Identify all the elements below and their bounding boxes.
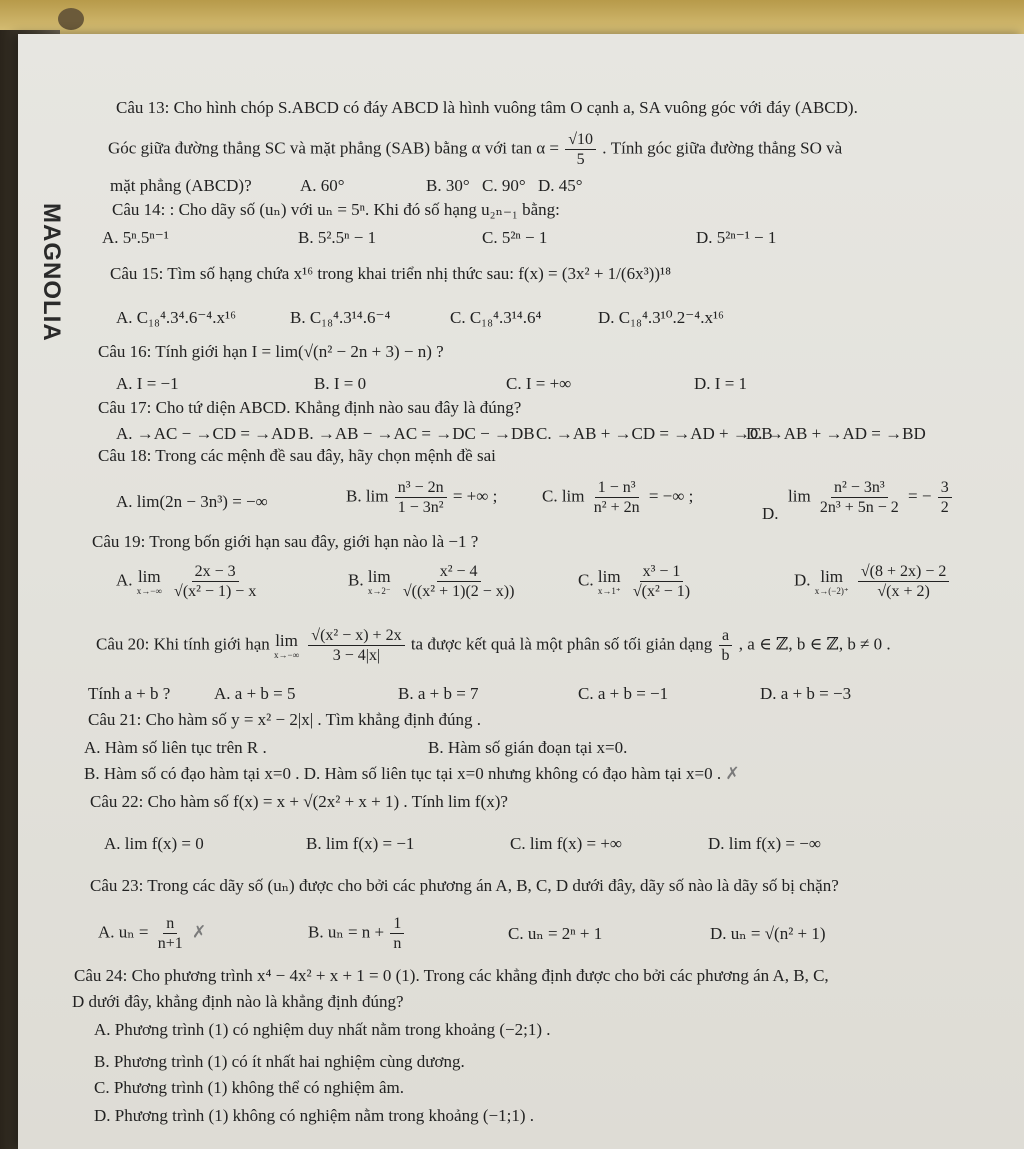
lim-notation: lim x→−∞ [274,630,300,661]
lim-sub: x→1⁺ [597,586,621,597]
q14-option-a: A. 5ⁿ.5ⁿ⁻¹ [102,228,169,247]
q18-d-result-fraction [938,478,952,517]
q13-option-c: C. 90° [482,176,526,195]
q20-text: Câu 20: Khi tính giới hạn [96,634,270,654]
q14-option-b: B. 5².5ⁿ − 1 [298,228,377,247]
q18-c-fraction [591,478,643,517]
frac-num: n [163,914,177,934]
q14-option-c: C. 5²ⁿ − 1 [482,228,548,247]
frac-den: 2 [940,499,949,517]
c-label: C. lim [542,486,585,506]
frac-den: n+1 [157,935,183,953]
frac-num: n³ − 2n [395,478,447,498]
frac-den: √(x² − 1) − x [174,583,257,601]
q15-option-a: A. C₁₈⁴.3⁴.6⁻⁴.x¹⁶ [116,308,236,327]
frac-num: √10 [565,130,596,150]
c-result: = −∞ ; [648,486,694,506]
q20-option-b: B. a + b = 7 [398,684,479,703]
q13-option-b: B. 30° [426,176,470,195]
q17-option-a: A. →AC − →CD = →AD [116,424,296,443]
q19-b-fraction [400,562,518,601]
frac-den: n² + 2n [593,499,640,517]
q23-option-b [308,914,406,953]
c-label: C. [578,570,594,590]
d-lim: lim [788,486,811,506]
q18-option-d-label: D. [762,504,779,523]
q23-b-fraction [390,914,404,953]
frac-den: 5 [576,151,585,169]
punch-hole [58,8,84,30]
cross-mark-icon: ✗ [725,764,740,784]
q17-option-d: D. →AB + →AD = →BD [746,424,926,443]
q20-option-d: D. a + b = −3 [760,684,852,703]
frac-num: x³ − 1 [640,562,684,582]
q13-line3: mặt phẳng (ABCD)? [110,176,252,195]
lim-sub: x→2⁻ [367,586,391,597]
frac-den: 2n³ + 5n − 2 [819,499,899,517]
q19-d-fraction [858,562,949,601]
q19-a-fraction [171,562,259,601]
lim-notation: lim x→(−2)⁺ [814,566,849,597]
frac-num: 3 [938,478,952,498]
q19-option-c [578,562,695,601]
q16-option-a: A. I = −1 [116,374,179,393]
q16-question: Câu 16: Tính giới hạn I = lim(√(n² − 2n + 3) − n) ? [98,342,444,361]
lim-sub: x→−∞ [274,650,300,661]
q20-option-a: A. a + b = 5 [214,684,296,703]
frac-num: 2x − 3 [192,562,239,582]
a-label: A. [116,570,133,590]
q24-line2: D dưới đây, khẳng định nào là khẳng định đúng? [72,992,404,1011]
q20-fraction [308,626,404,665]
q20-ask: Tính a + b ? [88,684,171,703]
q18-option-d [788,478,954,517]
q23-question: Câu 23: Trong các dãy số (uₙ) được cho bởi các phương án A, B, C, D dưới đây, dãy số nào là dãy số bị chặn? [90,876,839,895]
q18-option-a: A. lim(2n − 3n³) = −∞ [116,492,268,511]
b-result: = +∞ ; [452,486,498,506]
q16-option-b: B. I = 0 [314,374,367,393]
q20-ab-fraction [719,626,733,665]
q23-option-c: C. uₙ = 2ⁿ + 1 [508,924,603,943]
lim-sub: x→−∞ [136,586,162,597]
q23-option-a [98,914,206,953]
q18-option-c [542,478,693,517]
frac-den: n [393,935,402,953]
frac-num: √(x² − x) + 2x [308,626,404,646]
frac-num: x² − 4 [437,562,481,582]
q20-question [96,626,891,665]
q21-option-b: B. Hàm số gián đoạn tại x=0. [428,738,628,757]
q21-option-a: A. Hàm số liên tục trên R . [84,738,267,757]
q24-line1: Câu 24: Cho phương trình x⁴ − 4x² + x + 1 = 0 (1). Trong các khẳng định được cho bởi các phương án A, B, C, [74,966,829,985]
frac-den: √(x² − 1) [632,583,691,601]
q20-option-c: C. a + b = −1 [578,684,669,703]
b-label: B. lim [346,486,389,506]
q17-question: Câu 17: Cho tứ diện ABCD. Khẳng định nào sau đây là đúng? [98,398,522,417]
q15-option-d: D. C₁₈⁴.3¹⁰.2⁻⁴.x¹⁶ [598,308,724,327]
frac-num: 1 − n³ [595,478,639,498]
q14-option-d: D. 5²ⁿ⁻¹ − 1 [696,228,777,247]
q21-options-cd [84,764,740,784]
lim-notation: lim x→1⁺ [597,566,621,597]
d-label: D. [794,570,811,590]
lim-sub: x→(−2)⁺ [814,586,849,597]
q19-option-b [348,562,519,601]
q22-option-c: C. lim f(x) = +∞ [510,834,623,853]
q24-option-b: B. Phương trình (1) có ít nhất hai nghiệm cùng dương. [94,1052,465,1071]
q15-option-c: C. C₁₈⁴.3¹⁴.6⁴ [450,308,542,327]
b-label: B. uₙ = n + [308,922,385,942]
q19-option-d [794,562,951,601]
frac-den: b [721,647,730,665]
q20-text-tail: ta được kết quả là một phân số tối giản dạng [410,634,713,654]
frac-den: √(x + 2) [877,583,930,601]
lim-notation: lim x→−∞ [136,566,162,597]
q23-a-fraction [155,914,186,953]
q19-option-a [116,562,261,601]
q23-option-d: D. uₙ = √(n² + 1) [710,924,826,943]
q19-c-fraction [630,562,693,601]
cross-mark-icon: ✗ [192,922,207,943]
frac-num: 1 [390,914,404,934]
a-label: A. uₙ = [98,922,149,942]
q13-option-a: A. 60° [300,176,345,195]
frac-den: √((x² + 1)(2 − x)) [402,583,515,601]
frac-num: √(8 + 2x) − 2 [858,562,949,582]
q21-question: Câu 21: Cho hàm số y = x² − 2|x| . Tìm khẳng định đúng . [88,710,481,729]
q22-option-a: A. lim f(x) = 0 [104,834,204,853]
q24-option-d: D. Phương trình (1) không có nghiệm nằm trong khoảng (−1;1) . [94,1106,534,1125]
q13-option-d: D. 45° [538,176,583,195]
q22-question: Câu 22: Cho hàm số f(x) = x + √(2x² + x + 1) . Tính lim f(x)? [90,792,508,811]
b-label: B. [348,570,364,590]
brand-text: MAGNOLIA [38,202,65,342]
q14-question: Câu 14: : Cho dãy số (uₙ) với uₙ = 5ⁿ. Khi đó số hạng u₂ₙ₋₁ bằng: [112,200,560,219]
q15-question: Câu 15: Tìm số hạng chứa x¹⁶ trong khai triển nhị thức sau: f(x) = (3x² + 1/(6x³))¹⁸ [110,264,672,283]
q17-option-b: B. →AB − →AC = →DC − →DB [298,424,535,443]
frac-num: n² − 3n³ [831,478,888,498]
q13-line1: Câu 13: Cho hình chóp S.ABCD có đáy ABCD là hình vuông tâm O cạnh a, SA vuông góc với đáy (ABCD). [116,98,858,117]
q13-line2-text: Góc giữa đường thẳng SC và mặt phẳng (SAB) bằng α với tan α = [108,138,559,158]
q20-condition: , a ∈ ℤ, b ∈ ℤ, b ≠ 0 . [738,634,891,654]
q18-d-fraction [817,478,902,517]
q13-line2 [108,130,842,169]
exam-page [18,34,1024,1149]
q18-option-b [346,478,497,517]
q18-b-fraction [395,478,447,517]
q13-line2-tail: . Tính góc giữa đường thẳng SO và [602,138,843,158]
frac-den: 3 − 4|x| [332,647,381,665]
q19-question: Câu 19: Trong bốn giới hạn sau đây, giới hạn nào là −1 ? [92,532,479,551]
frac-den: 1 − 3n² [397,499,444,517]
frac-num: a [719,626,732,646]
q15-option-b: B. C₁₈⁴.3¹⁴.6⁻⁴ [290,308,391,327]
q16-option-c: C. I = +∞ [506,374,572,393]
d-result: = − [908,486,932,506]
q22-option-d: D. lim f(x) = −∞ [708,834,821,853]
q22-option-b: B. lim f(x) = −1 [306,834,415,853]
q24-option-a: A. Phương trình (1) có nghiệm duy nhất nằm trong khoảng (−2;1) . [94,1020,551,1039]
q21-option-c-d: B. Hàm số có đạo hàm tại x=0 . D. Hàm số liên tục tại x=0 nhưng không có đạo hàm tại x=0 . [84,764,722,783]
lim-notation: lim x→2⁻ [367,566,391,597]
q13-fraction [565,130,596,169]
q16-option-d: D. I = 1 [694,374,748,393]
exam-content [18,34,1024,1149]
q18-question: Câu 18: Trong các mệnh đề sau đây, hãy chọn mệnh đề sai [98,446,496,465]
q17-option-c: C. →AB + →CD = →AD + →CB [536,424,773,443]
q24-option-c: C. Phương trình (1) không thể có nghiệm âm. [94,1078,405,1097]
